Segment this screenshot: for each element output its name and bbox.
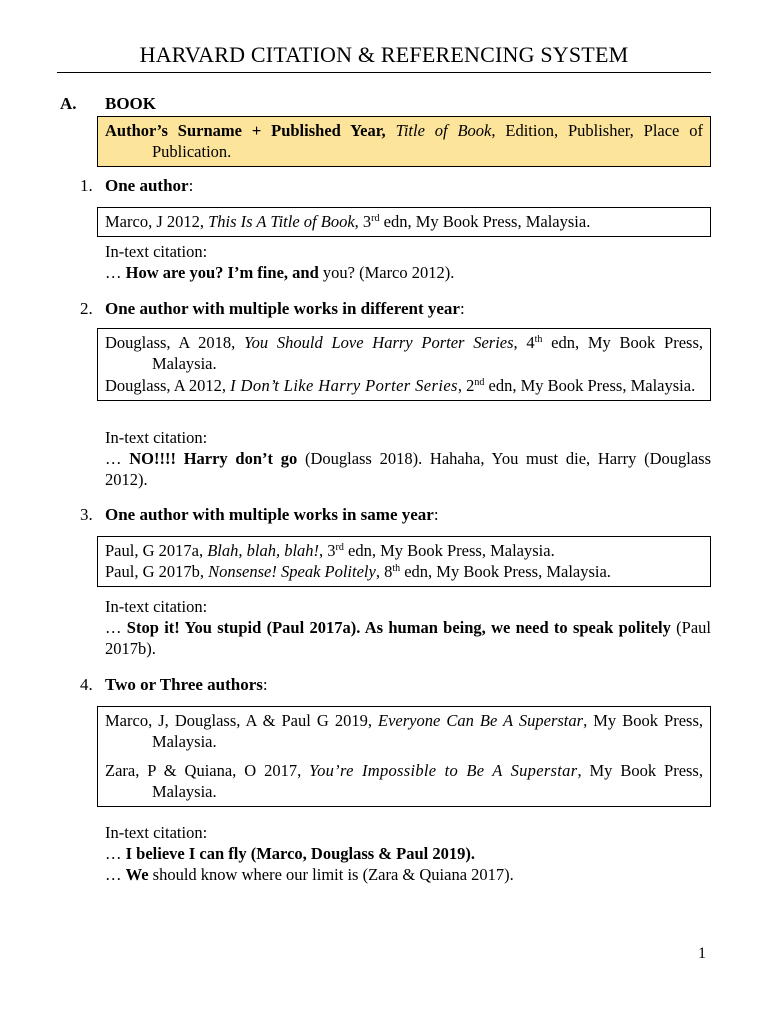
reference-entry: Marco, J 2012, This Is A Title of Book, 3rd edn, My Book Press, Malaysia. [105,212,591,231]
item-2-reference-box [97,328,711,401]
reference-entry: Zara, P & Quiana, O 2017, You’re Impossible to Be A Superstar, My Book Press, Malaysia. [105,761,703,801]
item-4-in-text-citation [105,822,711,885]
in-text-label: In-text citation: [105,428,208,447]
format-entry [105,120,703,162]
item-1-reference-box [97,207,711,237]
reference-entry: Paul, G 2017a, Blah, blah, blah!, 3rd edn, My Book Press, Malaysia. [105,541,555,560]
item-colon: : [188,176,194,195]
item-heading-text: One author [105,176,189,195]
title-underline [57,72,711,73]
citation-example: … I believe I can fly (Marco, Douglass & Paul 2019). [105,844,476,863]
section-heading [60,94,156,114]
item-number: 2. [80,299,93,318]
item-4-reference-box [97,706,711,807]
citation-example: … We should know where our limit is (Zara & Quiana 2017). [105,865,514,884]
item-colon: : [433,505,439,524]
item-3-reference-box [97,536,711,587]
item-number: 3. [80,505,93,524]
item-1-heading [80,176,193,196]
in-text-label: In-text citation: [105,597,208,616]
reference-entry: Douglass, A 2018, You Should Love Harry Porter Series, 4th edn, My Book Press, Malaysia. [105,333,704,373]
item-colon: : [459,299,465,318]
item-1-in-text-citation [105,241,711,283]
item-heading-text: One author with multiple works in different year [105,299,460,318]
in-text-label: In-text citation: [105,242,208,261]
citation-example: … NO!!!! Harry don’t go (Douglass 2018). Hahaha, You must die, Harry (Douglass 2012). [105,449,711,489]
format-box [97,116,711,167]
section-name: BOOK [105,94,157,113]
item-3-in-text-citation [105,596,711,659]
format-author-year: Author’s Surname + Published Year, [105,121,386,140]
item-2-in-text-citation [105,427,711,490]
item-heading-text: Two or Three authors [105,675,263,694]
reference-entry: Marco, J, Douglass, A & Paul G 2019, Everyone Can Be A Superstar, My Book Press, Malaysia. [105,711,703,751]
citation-example: … How are you? I’m fine, and you? (Marco 2012). [105,263,455,282]
citation-example: … Stop it! You stupid (Paul 2017a). As human being, we need to speak politely (Paul 2017b). [105,618,711,658]
format-title: Title of Book [395,121,492,140]
item-number: 4. [80,675,93,694]
item-3-heading [80,505,439,525]
document-title: HARVARD CITATION & REFERENCING SYSTEM [139,42,629,67]
page-number: 1 [698,945,706,962]
item-number: 1. [80,176,93,195]
item-heading-text: One author with multiple works in same year [105,505,434,524]
format-rest: , Edition, Publisher, Place of Publication. [152,121,703,161]
item-colon: : [262,675,268,694]
item-2-heading [80,299,465,319]
reference-entry: Douglass, A 2012, I Don’t Like Harry Porter Series, 2nd edn, My Book Press, Malaysia. [105,376,696,395]
section-letter: A. [60,94,77,113]
item-4-heading [80,675,268,695]
in-text-label: In-text citation: [105,823,208,842]
reference-entry: Paul, G 2017b, Nonsense! Speak Politely, 8th edn, My Book Press, Malaysia. [105,562,611,581]
format-space [386,121,396,140]
